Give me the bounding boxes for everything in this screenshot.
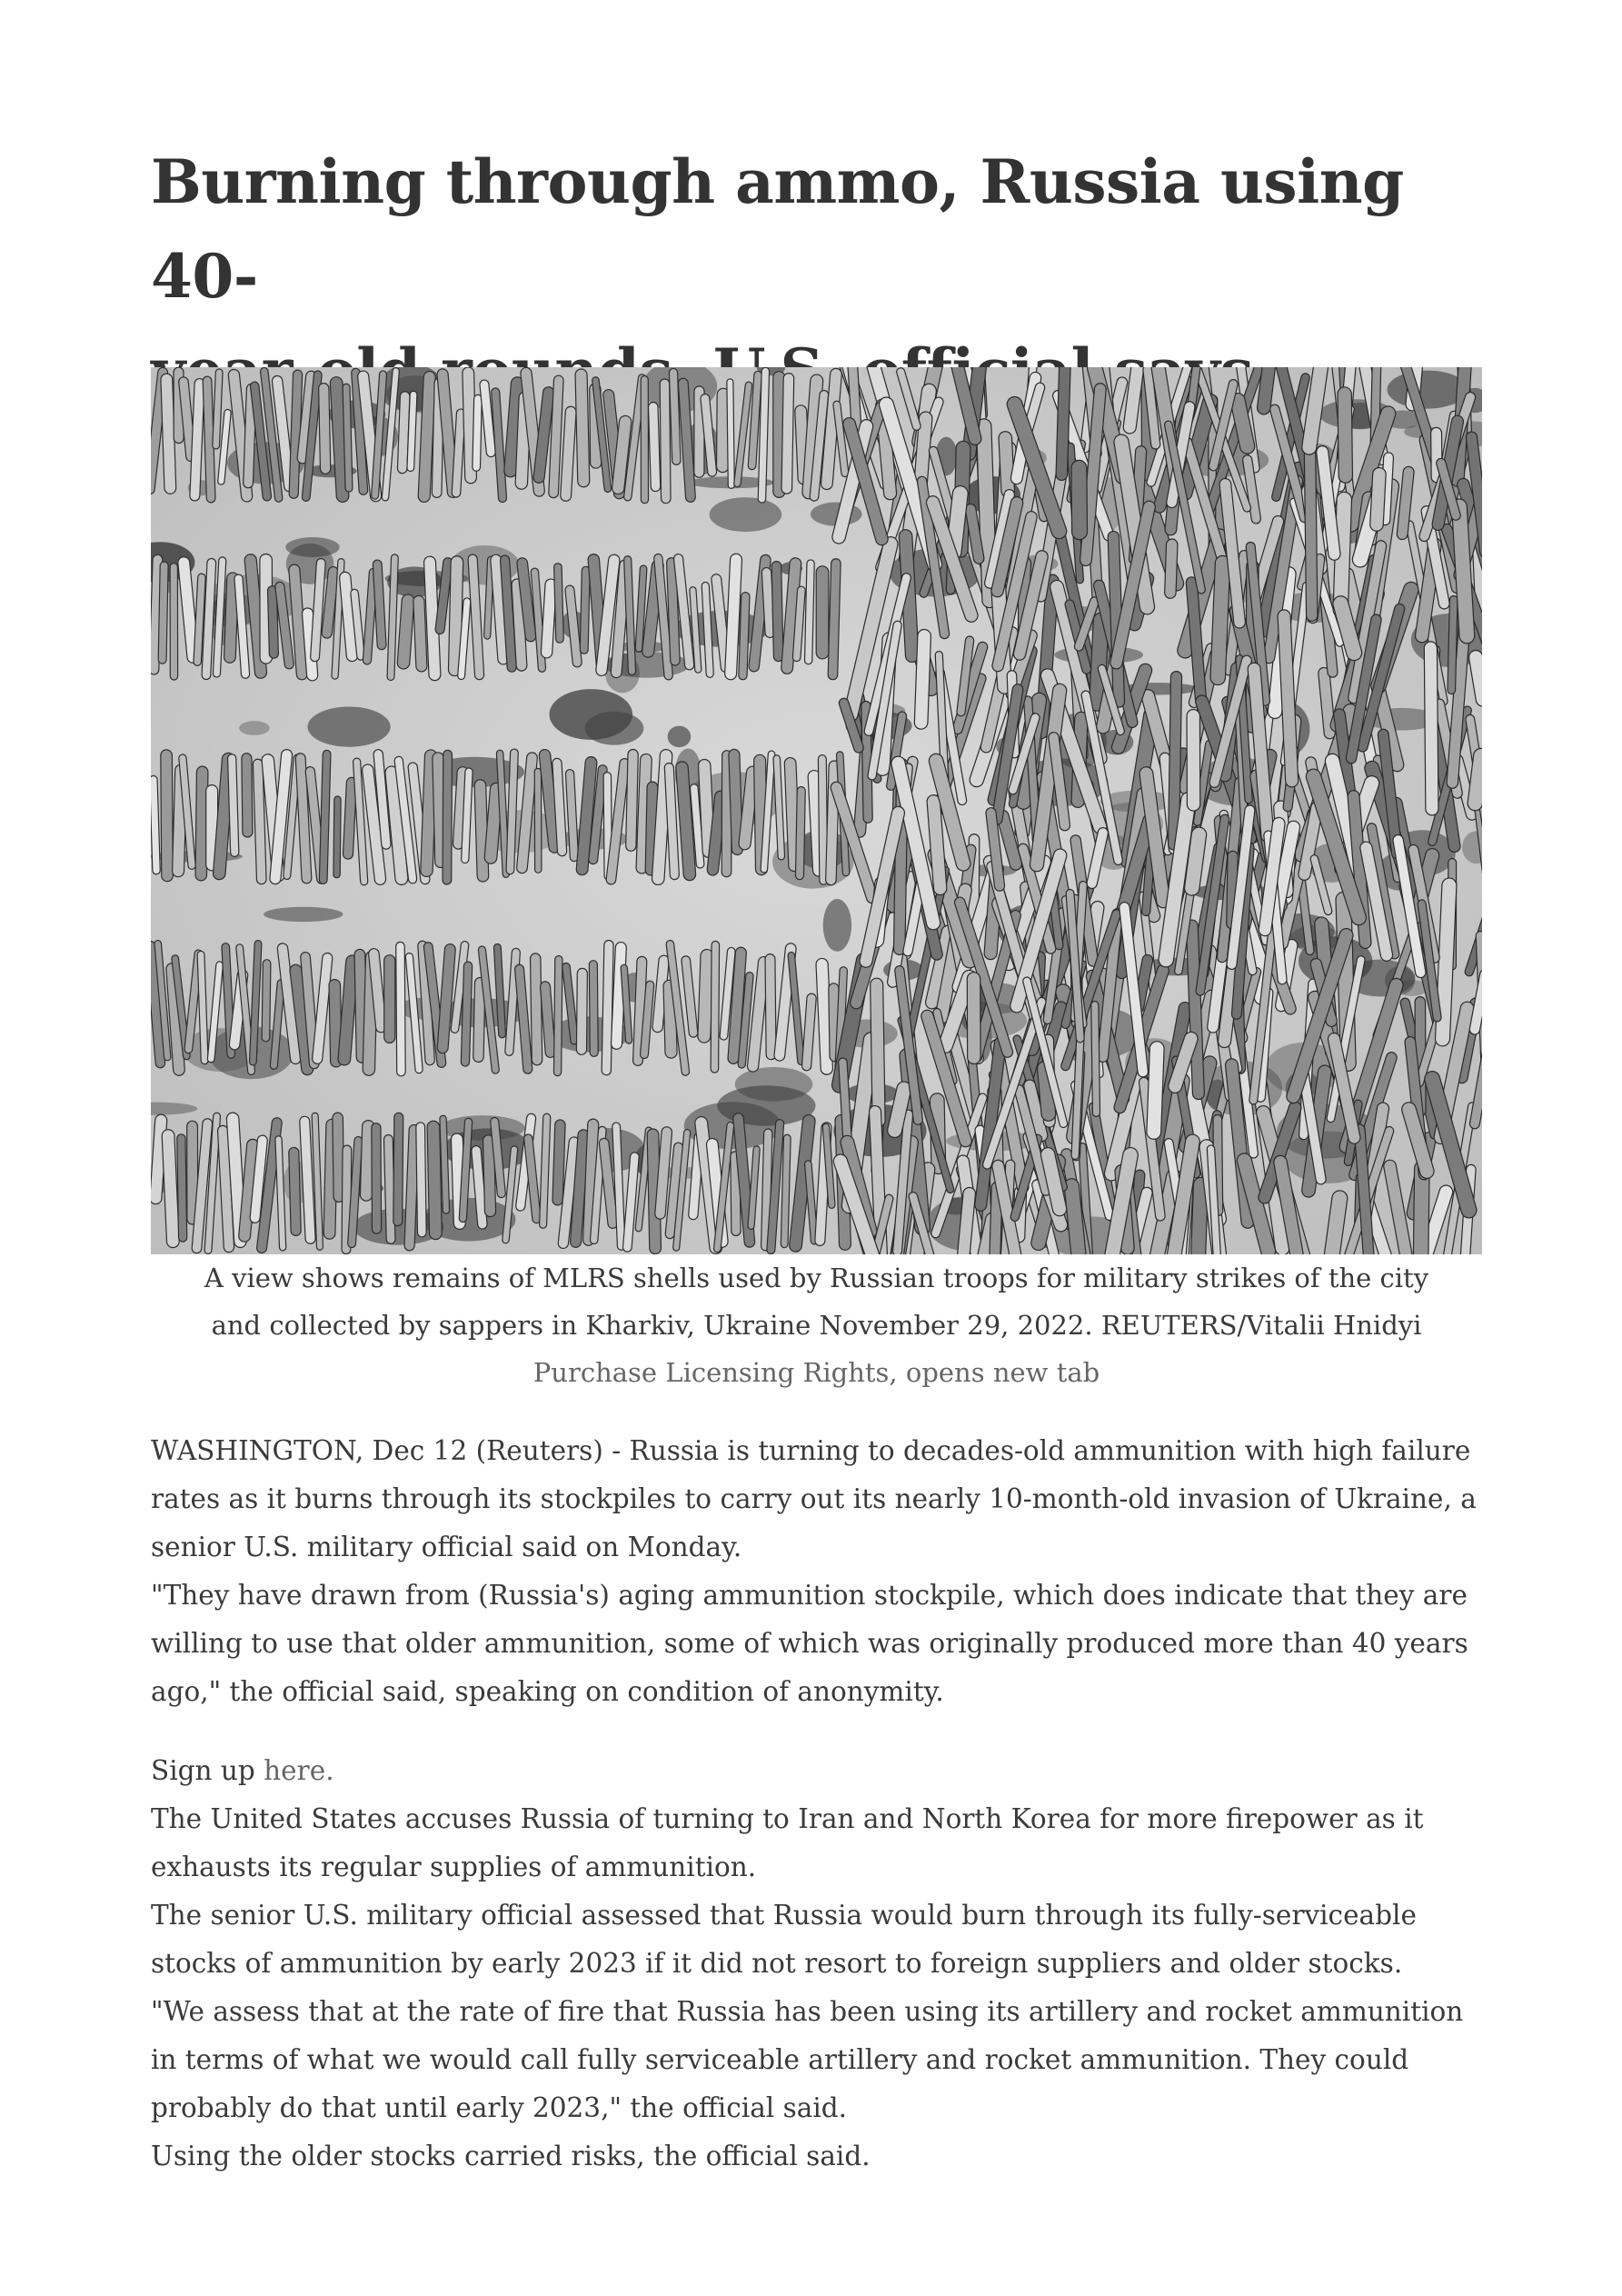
body-paragraph: Using the older stocks carried risks, the official said. <box>151 2141 871 2171</box>
signup-prefix: Sign up <box>151 1755 264 1786</box>
article-body <box>151 1427 1496 2181</box>
article-photo <box>151 367 1482 1254</box>
caption-line-1: A view shows remains of MLRS shells used by Russian troops for military strikes of the city <box>204 1263 1429 1293</box>
body-paragraph: "We assess that at the rate of fire that Russia has been using its artillery and rocket ammunition in terms of what we would call fully serviceable artillery and rocket ammunition. They could probably do that until early 2023," the official said. <box>151 1996 1464 2123</box>
body-paragraph: The United States accuses Russia of turning to Iran and North Korea for more firepower as it exhausts its regular supplies of ammunition. <box>151 1803 1424 1882</box>
body-paragraph: WASHINGTON, Dec 12 (Reuters) - Russia is turning to decades-old ammunition with high failure rates as it burns through its stockpiles to carry out its nearly 10-month-old invasion of Ukraine, a senior U.S. military official said on Monday. <box>151 1435 1477 1562</box>
caption-line-2: and collected by sappers in Kharkiv, Ukraine November 29, 2022. REUTERS/Vitalii Hnidyi <box>211 1310 1422 1341</box>
photo-caption <box>151 1254 1482 1396</box>
shells-photo-illustration <box>151 367 1482 1254</box>
signup-line <box>151 1747 1496 1795</box>
body-paragraph: "They have drawn from (Russia's) aging ammunition stockpile, which does indicate that they are willing to use that older ammunition, some of which was originally produced more than 40 years ago," the official said, speaking on condition of anonymity. <box>151 1580 1468 1707</box>
body-paragraph: The senior U.S. military official assessed that Russia would burn through its fully-serviceable stocks of ammunition by early 2023 if it did not resort to foreign suppliers and older stocks. <box>151 1900 1417 1979</box>
signup-link[interactable]: here. <box>264 1755 334 1786</box>
purchase-licensing-link[interactable]: Purchase Licensing Rights, opens new tab <box>532 1357 1100 1388</box>
headline-line-1: Burning through ammo, Russia using 40- <box>151 146 1404 312</box>
